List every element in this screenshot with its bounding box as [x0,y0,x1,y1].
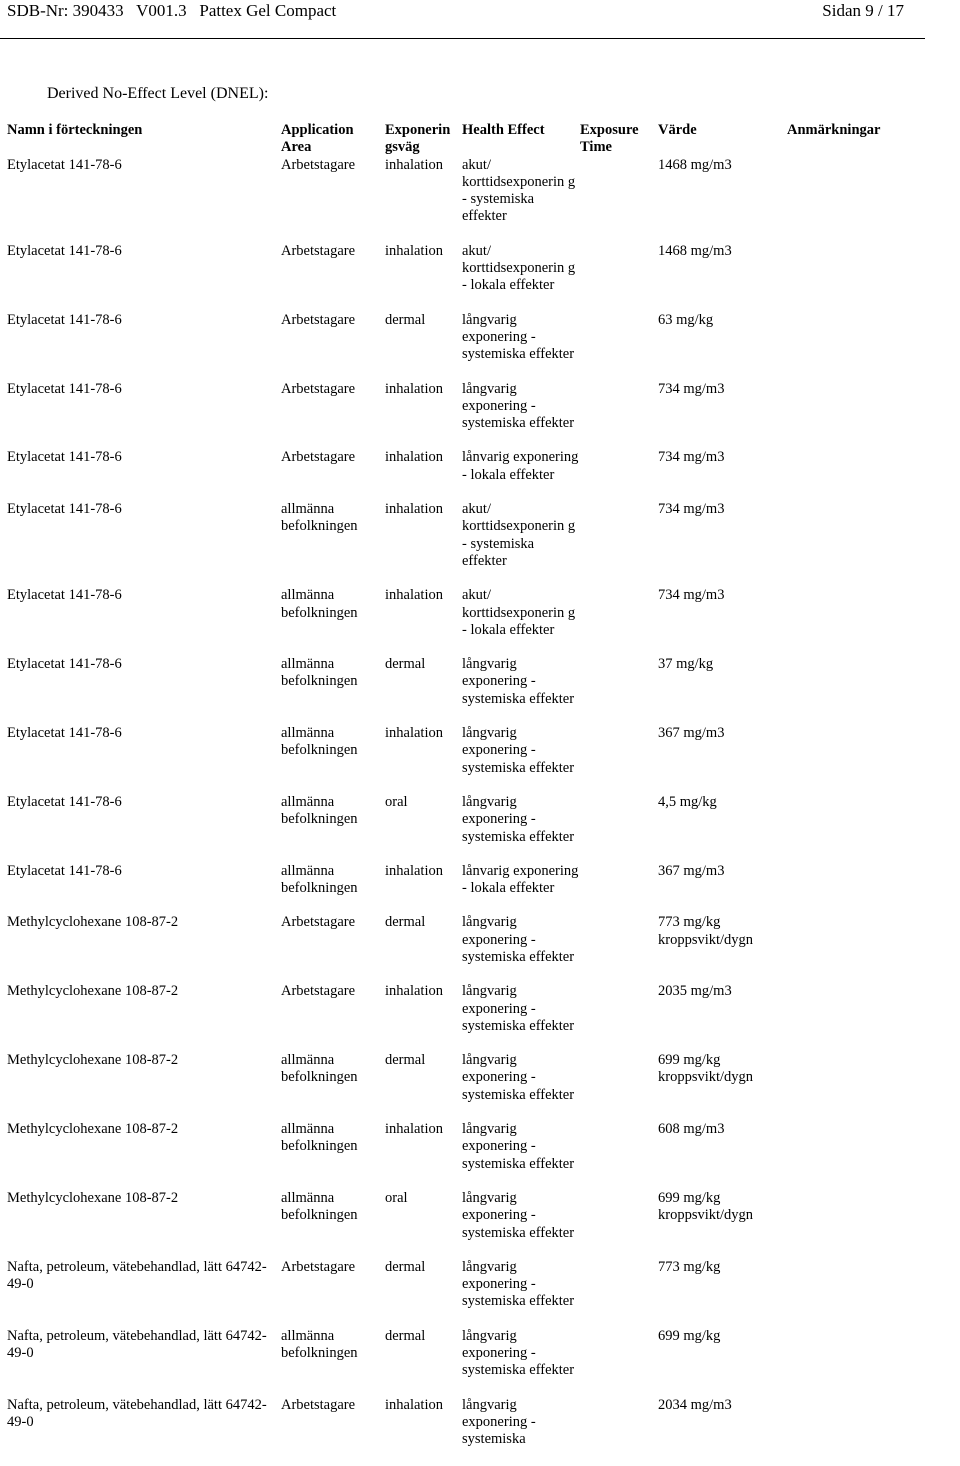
exposure-time-cell [580,914,658,983]
application-area-cell: allmänna befolkningen [281,1121,358,1155]
exposure-time-cell [580,1328,658,1397]
substance-name-cell: Etylacetat 141-78-6 [7,656,122,673]
health-effect-cell: lånvarig exponering - lokala effekter [462,449,579,483]
exposure-route-cell: inhalation [385,862,443,879]
remarks-cell [787,449,907,501]
column-header-value: Värde [658,122,697,138]
health-effect-cell: långvarig exponering - systemiska effekter [462,311,575,363]
document-id: SDB-Nr: 390433 V001.3 Pattex Gel Compact [7,1,337,20]
substance-name-cell: Etylacetat 141-78-6 [7,156,122,173]
exposure-time-cell [580,312,658,381]
remarks-cell [787,1121,907,1190]
remarks-cell [787,312,907,381]
value-cell: 699 mg/kg kroppsvikt/dygn [658,1052,754,1086]
header-divider [0,38,925,39]
health-effect-cell: långvarig exponering - systemiska effekter [462,793,575,845]
health-effect-cell: akut/ korttidsexponerin g - systemiska effekter [462,156,576,225]
health-effect-cell: akut/ korttidsexponerin g - lokala effekter [462,242,576,294]
exposure-time-cell [580,1190,658,1259]
substance-name-cell: Methylcyclohexane 108-87-2 [7,1189,179,1206]
remarks-cell [787,157,907,243]
value-cell: 608 mg/m3 [658,1121,725,1138]
value-cell: 4,5 mg/kg [658,793,717,810]
health-effect-cell: långvarig exponering - systemiska [462,1396,536,1448]
application-area-cell: allmänna befolkningen [281,501,358,535]
health-effect-cell: långvarig exponering - systemiska effekter [462,380,575,432]
remarks-cell [787,501,907,587]
value-cell: 773 mg/kg kroppsvikt/dygn [658,914,754,948]
exposure-time-cell [580,587,658,656]
page-number: Sidan 9 / 17 [822,1,904,20]
column-header-exposure-time: Exposure Time [580,122,639,156]
remarks-cell [787,1259,907,1328]
value-cell: 63 mg/kg [658,311,714,328]
remarks-cell [787,1052,907,1121]
exposure-route-cell: inhalation [385,1121,443,1138]
value-cell: 367 mg/m3 [658,862,725,879]
exposure-route-cell: inhalation [385,587,443,604]
exposure-route-cell: inhalation [385,380,443,397]
remarks-cell [787,983,907,1052]
exposure-time-cell [580,794,658,863]
health-effect-cell: långvarig exponering - systemiska effekter [462,983,575,1034]
remarks-cell [787,914,907,983]
health-effect-cell: långvarig exponering - systemiska effekter [462,725,575,776]
value-cell: 734 mg/m3 [658,380,725,397]
exposure-time-cell [580,449,658,501]
value-cell: 734 mg/m3 [658,587,725,604]
section-title: Derived No-Effect Level (DNEL): [47,85,269,102]
substance-name-cell: Etylacetat 141-78-6 [7,501,122,518]
exposure-route-cell: inhalation [385,156,443,173]
table-row [7,725,907,794]
value-cell: 367 mg/m3 [658,725,725,742]
health-effect-cell: långvarig exponering - systemiska effekter [462,1327,575,1379]
remarks-cell [787,1190,907,1259]
table-row [7,501,907,587]
health-effect-cell: långvarig exponering - systemiska effekter [462,1189,575,1241]
application-area-cell: Arbetstagare [281,983,356,1000]
exposure-route-cell: oral [385,1189,408,1206]
exposure-route-cell: oral [385,793,408,810]
column-header-route: Exponerin gsväg [385,122,451,156]
value-cell: 1468 mg/m3 [658,156,732,173]
application-area-cell: Arbetstagare [281,449,356,466]
application-area-cell: Arbetstagare [281,311,356,328]
exposure-time-cell [580,983,658,1052]
table-row [7,1190,907,1259]
application-area-cell: Arbetstagare [281,1258,356,1275]
health-effect-cell: akut/ korttidsexponerin g - lokala effekter [462,587,576,638]
column-header-health-effect: Health Effect [462,122,545,138]
exposure-time-cell [580,1052,658,1121]
table-header-row [7,122,907,157]
exposure-time-cell [580,381,658,450]
application-area-cell: allmänna befolkningen [281,587,358,621]
table-row [7,914,907,983]
exposure-route-cell: dermal [385,1052,426,1069]
substance-name-cell: Etylacetat 141-78-6 [7,793,122,810]
table-row [7,656,907,725]
exposure-route-cell: inhalation [385,725,443,742]
column-header-name: Namn i förteckningen [7,122,143,138]
substance-name-cell: Etylacetat 141-78-6 [7,380,122,397]
table-row [7,312,907,381]
exposure-route-cell: dermal [385,311,426,328]
exposure-time-cell [580,725,658,794]
substance-name-cell: Nafta, petroleum, vätebehandlad, lätt 64742-49-0 [7,1396,267,1430]
application-area-cell: allmänna befolkningen [281,1189,358,1224]
dnel-table-body [7,157,907,1466]
application-area-cell: Arbetstagare [281,242,356,259]
exposure-route-cell: inhalation [385,1396,443,1413]
exposure-time-cell [580,863,658,915]
value-cell: 734 mg/m3 [658,449,725,466]
remarks-cell [787,381,907,450]
substance-name-cell: Methylcyclohexane 108-87-2 [7,1121,179,1138]
exposure-time-cell [580,501,658,587]
table-row [7,1259,907,1328]
exposure-time-cell [580,1259,658,1328]
table-row [7,157,907,243]
value-cell: 699 mg/kg [658,1327,721,1344]
health-effect-cell: långvarig exponering - systemiska effekter [462,1052,575,1103]
exposure-route-cell: inhalation [385,242,443,259]
table-row [7,1397,907,1466]
exposure-route-cell: inhalation [385,449,443,466]
remarks-cell [787,587,907,656]
health-effect-cell: långvarig exponering - systemiska effekter [462,914,575,965]
exposure-time-cell [580,1397,658,1466]
exposure-route-cell: dermal [385,1327,426,1344]
exposure-route-cell: dermal [385,656,426,673]
substance-name-cell: Etylacetat 141-78-6 [7,725,122,742]
table-row [7,449,907,501]
application-area-cell: Arbetstagare [281,156,356,173]
exposure-time-cell [580,1121,658,1190]
application-area-cell: allmänna befolkningen [281,1052,358,1086]
value-cell: 773 mg/kg [658,1258,721,1275]
table-row [7,1121,907,1190]
table-row [7,983,907,1052]
substance-name-cell: Etylacetat 141-78-6 [7,862,122,879]
substance-name-cell: Methylcyclohexane 108-87-2 [7,983,179,1000]
exposure-time-cell [580,157,658,243]
remarks-cell [787,725,907,794]
application-area-cell: allmänna befolkningen [281,1327,358,1362]
value-cell: 699 mg/kg kroppsvikt/dygn [658,1189,754,1224]
value-cell: 2034 mg/m3 [658,1396,732,1413]
health-effect-cell: lånvarig exponering - lokala effekter [462,862,579,897]
health-effect-cell: långvarig exponering - systemiska effekter [462,1121,575,1172]
table-row [7,243,907,312]
page-header [7,0,932,30]
health-effect-cell: långvarig exponering - systemiska effekter [462,1258,575,1310]
substance-name-cell: Nafta, petroleum, vätebehandlad, lätt 64742-49-0 [7,1327,267,1362]
dnel-table [7,122,907,1466]
substance-name-cell: Methylcyclohexane 108-87-2 [7,1052,179,1069]
table-row [7,1052,907,1121]
table-row [7,381,907,450]
remarks-cell [787,243,907,312]
substance-name-cell: Etylacetat 141-78-6 [7,587,122,604]
health-effect-cell: akut/ korttidsexponerin g - systemiska effekter [462,501,576,569]
substance-name-cell: Etylacetat 141-78-6 [7,449,122,466]
substance-name-cell: Etylacetat 141-78-6 [7,311,122,328]
application-area-cell: Arbetstagare [281,914,356,931]
exposure-route-cell: dermal [385,1258,426,1275]
remarks-cell [787,1328,907,1397]
remarks-cell [787,656,907,725]
application-area-cell: allmänna befolkningen [281,725,358,759]
exposure-route-cell: inhalation [385,983,443,1000]
exposure-time-cell [580,656,658,725]
table-row [7,794,907,863]
substance-name-cell: Nafta, petroleum, vätebehandlad, lätt 64742-49-0 [7,1258,267,1293]
table-row [7,863,907,915]
exposure-route-cell: dermal [385,914,426,931]
substance-name-cell: Methylcyclohexane 108-87-2 [7,914,179,931]
application-area-cell: allmänna befolkningen [281,862,358,897]
application-area-cell: allmänna befolkningen [281,656,358,690]
remarks-cell [787,1397,907,1466]
value-cell: 734 mg/m3 [658,501,725,518]
exposure-time-cell [580,243,658,312]
remarks-cell [787,863,907,915]
column-header-application: Application Area [281,122,354,156]
value-cell: 2035 mg/m3 [658,983,732,1000]
substance-name-cell: Etylacetat 141-78-6 [7,242,122,259]
exposure-route-cell: inhalation [385,501,443,518]
application-area-cell: Arbetstagare [281,380,356,397]
application-area-cell: Arbetstagare [281,1396,356,1413]
remarks-cell [787,794,907,863]
table-row [7,1328,907,1397]
value-cell: 1468 mg/m3 [658,242,732,259]
column-header-remarks: Anmärkningar [787,122,881,138]
application-area-cell: allmänna befolkningen [281,793,358,828]
health-effect-cell: långvarig exponering - systemiska effekter [462,656,575,707]
value-cell: 37 mg/kg [658,656,714,673]
table-row [7,587,907,656]
